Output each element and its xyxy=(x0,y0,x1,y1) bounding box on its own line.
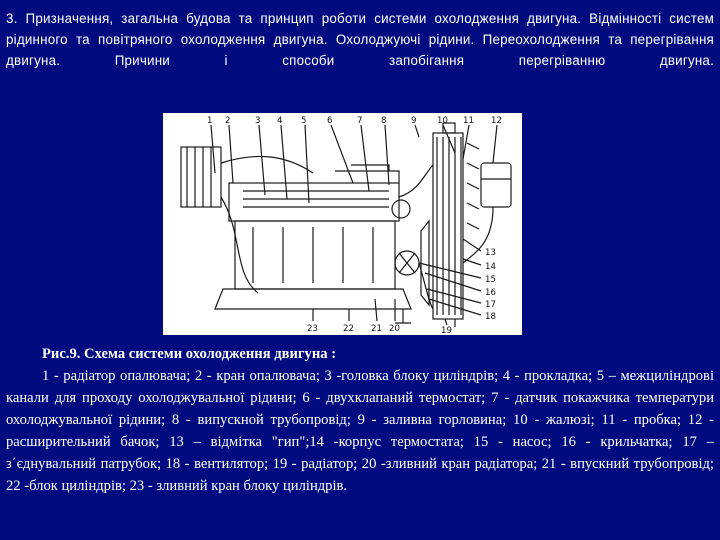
callout-3: 3 xyxy=(255,116,261,126)
callout-1: 1 xyxy=(207,116,213,126)
callout-10: 10 xyxy=(437,116,448,126)
callout-13: 13 xyxy=(485,248,496,258)
callout-11: 11 xyxy=(463,116,474,126)
callout-8: 8 xyxy=(381,116,387,126)
callout-21: 21 xyxy=(371,324,382,334)
callout-23: 23 xyxy=(307,324,318,334)
callout-5: 5 xyxy=(301,116,307,126)
caption-body: 1 - радіатор опалювача; 2 - кран опалювача; 3 -головка блоку циліндрів; 4 - прокладка; 5 – межциліндрові канали для проходу охолоджувальної рідини; 6 - двухклапаний термостат; 7 - датчик покажчика температури охолоджувальної рідини; 8 - випускной трубопровід; 9 - заливна горловина; 10 - жалюзі; 11 - пробка; 12 - расширительний бачок; 13 – відмітка "гип";14 -корпус термостата; 15 - насос; 16 - крильчатка; 17 – з΄єднувальний патрубок; 18 - вентилятор; 19 - радіатор; 20 -зливний кран радіатора; 21 - впускний трубопровід; 22 -блок циліндрів; 23 - зливний кран блоку циліндрів. xyxy=(6,368,714,494)
callout-6: 6 xyxy=(327,116,333,126)
caption-title: Рис.9. Схема системи охолодження двигуна : xyxy=(42,346,337,362)
callout-20: 20 xyxy=(389,324,400,334)
callout-9: 9 xyxy=(411,116,417,126)
callout-14: 14 xyxy=(485,262,496,272)
callout-18: 18 xyxy=(485,312,496,322)
cooling-system-diagram xyxy=(163,113,522,335)
callout-15: 15 xyxy=(485,275,496,285)
callout-12: 12 xyxy=(491,116,502,126)
callout-7: 7 xyxy=(357,116,363,126)
callout-17: 17 xyxy=(485,300,496,310)
callout-22: 22 xyxy=(343,324,354,334)
figure-caption xyxy=(6,343,714,497)
section-heading: 3. Призначення, загальна будова та принцип роботи системи охолодження двигуна. Відмінності систем рідинного та повітряного охолодження двигуна. Охолоджуючі рідини. Переохолодження та перегрівання двигуна. Причини і способи запобігання перегріванню двигуна. xyxy=(6,11,714,68)
callout-4: 4 xyxy=(277,116,283,126)
callout-16: 16 xyxy=(485,288,496,298)
cooling-system-drawing xyxy=(163,113,522,335)
callout-19: 19 xyxy=(441,326,452,335)
callout-2: 2 xyxy=(225,116,231,126)
